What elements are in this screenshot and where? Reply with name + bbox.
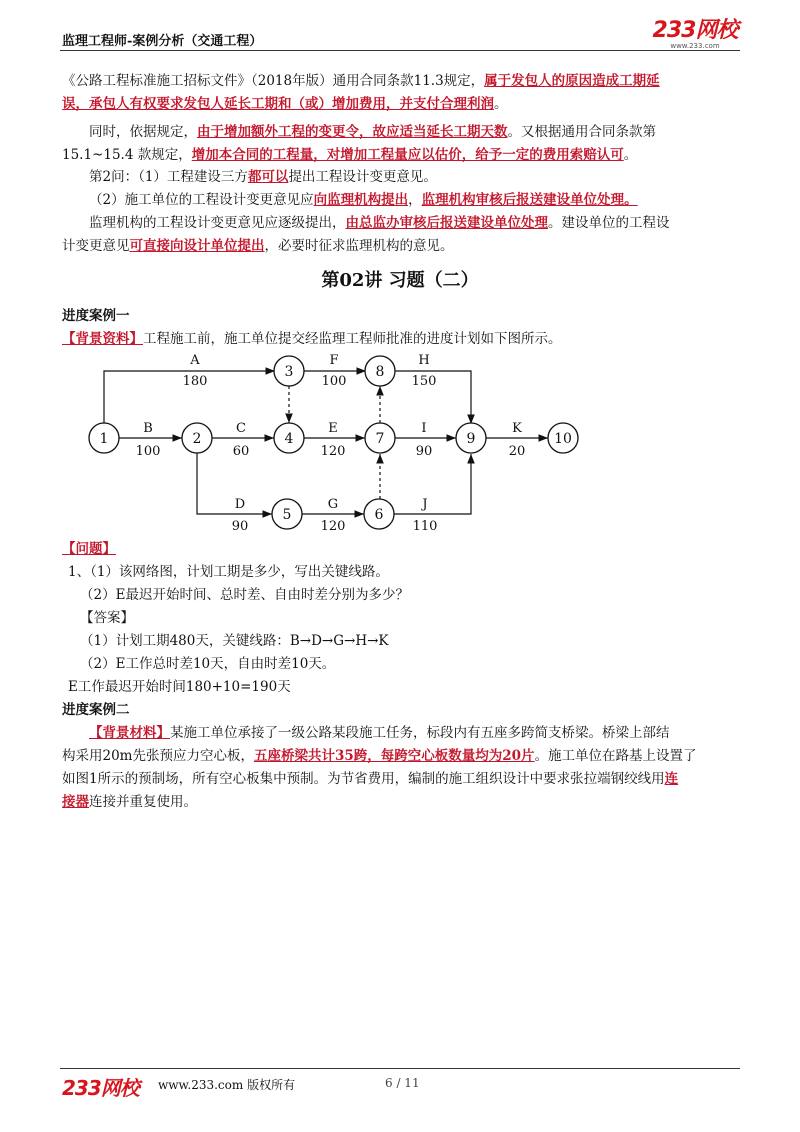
node-label: 3 bbox=[284, 364, 294, 380]
highlight-run: 向监理机构提出 bbox=[313, 192, 409, 208]
highlight-run: 可直接向设计单位提出 bbox=[129, 238, 265, 254]
highlight-run: 误，承包人有权要求发包人延长工期和（或）增加费用，并支付合理利润 bbox=[62, 96, 494, 112]
activity-name: I bbox=[421, 421, 427, 436]
text-run: 。 bbox=[494, 96, 508, 112]
node-label: 7 bbox=[375, 431, 385, 447]
highlight-run: 属于发包人的原因造成工期延 bbox=[484, 73, 660, 89]
activity-duration: 180 bbox=[182, 374, 208, 389]
activity-duration: 120 bbox=[320, 444, 346, 459]
question-label bbox=[62, 538, 738, 561]
activity-duration: 100 bbox=[321, 374, 347, 389]
activity-duration: 20 bbox=[508, 444, 526, 459]
highlight-run: 连 bbox=[664, 771, 679, 787]
logo-text: 233网校 bbox=[652, 18, 738, 43]
highlight-run: 五座桥梁共计35跨，每跨空心板数量均为20片 bbox=[253, 748, 535, 764]
edge-J bbox=[394, 454, 471, 514]
paragraph-variation-order bbox=[62, 121, 738, 167]
answer-2: （2）E工作总时差10天，自由时差10天。 bbox=[80, 656, 336, 672]
logo-url: www.233.com bbox=[670, 42, 720, 50]
activity-name: J bbox=[422, 497, 428, 512]
activity-name: G bbox=[327, 497, 339, 512]
activity-duration: 110 bbox=[412, 519, 438, 534]
text-run: 。 bbox=[623, 147, 638, 163]
footer-divider bbox=[60, 1068, 740, 1069]
activity-name: B bbox=[143, 421, 153, 436]
text-run: （2）施工单位的工程设计变更意见应 bbox=[89, 192, 314, 208]
text-run: 《公路工程标准施工招标文件》（2018年版）通用合同条款11.3规定， bbox=[62, 73, 485, 89]
text-run: 计变更意见 bbox=[62, 238, 130, 254]
text-run: 。又根据通用合同条款第 bbox=[507, 124, 656, 140]
node-label: 1 bbox=[99, 431, 109, 447]
activity-name: K bbox=[512, 421, 522, 436]
activity-name: F bbox=[329, 353, 339, 368]
paragraph-supervision-design-change bbox=[62, 212, 738, 258]
highlight-run: 增加本合同的工程量，对增加工程量应以估价，给予一定的费用索赔认可 bbox=[191, 147, 624, 163]
network-diagram bbox=[0, 340, 800, 540]
paragraph-question2-part1 bbox=[62, 166, 765, 189]
activity-duration: 60 bbox=[232, 444, 250, 459]
background-label: 【背景资料】 bbox=[62, 331, 143, 347]
text-run: 连接并重复使用。 bbox=[89, 794, 197, 810]
activity-name: E bbox=[328, 421, 338, 436]
paragraph-contract-clause bbox=[62, 70, 738, 116]
header-divider bbox=[60, 50, 740, 51]
activity-duration: 100 bbox=[135, 444, 161, 459]
node-label: 9 bbox=[466, 431, 476, 447]
node-label: 6 bbox=[374, 507, 384, 523]
answer-label: 【答案】 bbox=[80, 610, 134, 626]
activity-name: H bbox=[418, 353, 430, 368]
activity-duration: 120 bbox=[320, 519, 346, 534]
highlight-run: 由总监办审核后报送建设单位处理 bbox=[345, 215, 548, 231]
footer-logo: 233网校 bbox=[62, 1076, 139, 1100]
section-heading: 第02讲 习题（二） bbox=[321, 270, 479, 291]
text-run: 第2问：（1）工程建设三方 bbox=[89, 169, 248, 185]
activity-duration: 150 bbox=[411, 374, 437, 389]
highlight-run: 监理机构审核后报送建设单位处理。 bbox=[421, 192, 638, 208]
answer-1: （1）计划工期480天，关键线路：B→D→G→H→K bbox=[80, 633, 389, 649]
node-label: 10 bbox=[554, 431, 572, 447]
text-run: 。施工单位在路基上设置了 bbox=[534, 748, 697, 764]
document-header-title: 监理工程师-案例分析（交通工程） bbox=[62, 34, 263, 49]
text-run: 提出工程设计变更意见。 bbox=[288, 169, 437, 185]
highlight-run: 都可以 bbox=[247, 169, 289, 185]
background-label: 【背景材料】 bbox=[89, 725, 170, 741]
text-run: 工程施工前，施工单位提交经监理工程师批准的进度计划如下图所示。 bbox=[143, 331, 562, 347]
footer-copyright: www.233.com 版权所有 bbox=[158, 1078, 296, 1092]
brand-logo bbox=[650, 20, 740, 50]
case2-background bbox=[62, 722, 738, 814]
text-run: 同时，依据规定， bbox=[89, 124, 197, 140]
answer-3: E工作最迟开始时间180+10=190天 bbox=[68, 679, 291, 695]
paragraph-question2-part2 bbox=[62, 189, 765, 212]
case2-title: 进度案例二 bbox=[62, 702, 130, 718]
question-1: 1、（1）该网络图，计划工期是多少，写出关键线路。 bbox=[68, 564, 389, 580]
text-run: 如图1所示的预制场，所有空心板集中预制。为节省费用，编制的施工组织设计中要求张拉端钢绞线用 bbox=[62, 771, 665, 787]
question-2: （2）E最迟开始时间、总时差、自由时差分别为多少？ bbox=[80, 587, 409, 603]
activity-duration: 90 bbox=[415, 444, 433, 459]
node-label: 8 bbox=[375, 364, 385, 380]
activity-name: A bbox=[190, 353, 200, 368]
node-label: 4 bbox=[284, 431, 294, 447]
label-run: 【问题】 bbox=[62, 541, 116, 557]
node-label: 5 bbox=[282, 507, 292, 523]
text-run: 构采用20m先张预应力空心板， bbox=[62, 748, 254, 764]
activity-duration: 90 bbox=[231, 519, 249, 534]
text-run: 某施工单位承接了一级公路某段施工任务，标段内有五座多跨简支桥梁。桥梁上部结 bbox=[170, 725, 670, 741]
text-run: 监理机构的工程设计变更意见应逐级提出， bbox=[89, 215, 346, 231]
activity-name: C bbox=[236, 421, 246, 436]
node-label: 2 bbox=[192, 431, 202, 447]
activity-name: D bbox=[234, 497, 246, 512]
case1-title: 进度案例一 bbox=[62, 308, 130, 324]
text-run: 15.1~15.4 款规定， bbox=[62, 147, 192, 163]
text-run: ， bbox=[408, 192, 422, 208]
page-number: 6 / 11 bbox=[385, 1076, 420, 1090]
highlight-run: 由于增加额外工程的变更令，故应适当延长工期天数 bbox=[197, 124, 508, 140]
text-run: ，必要时征求监理机构的意见。 bbox=[264, 238, 454, 254]
highlight-run: 接器 bbox=[62, 794, 89, 810]
text-run: 。建设单位的工程设 bbox=[548, 215, 670, 231]
